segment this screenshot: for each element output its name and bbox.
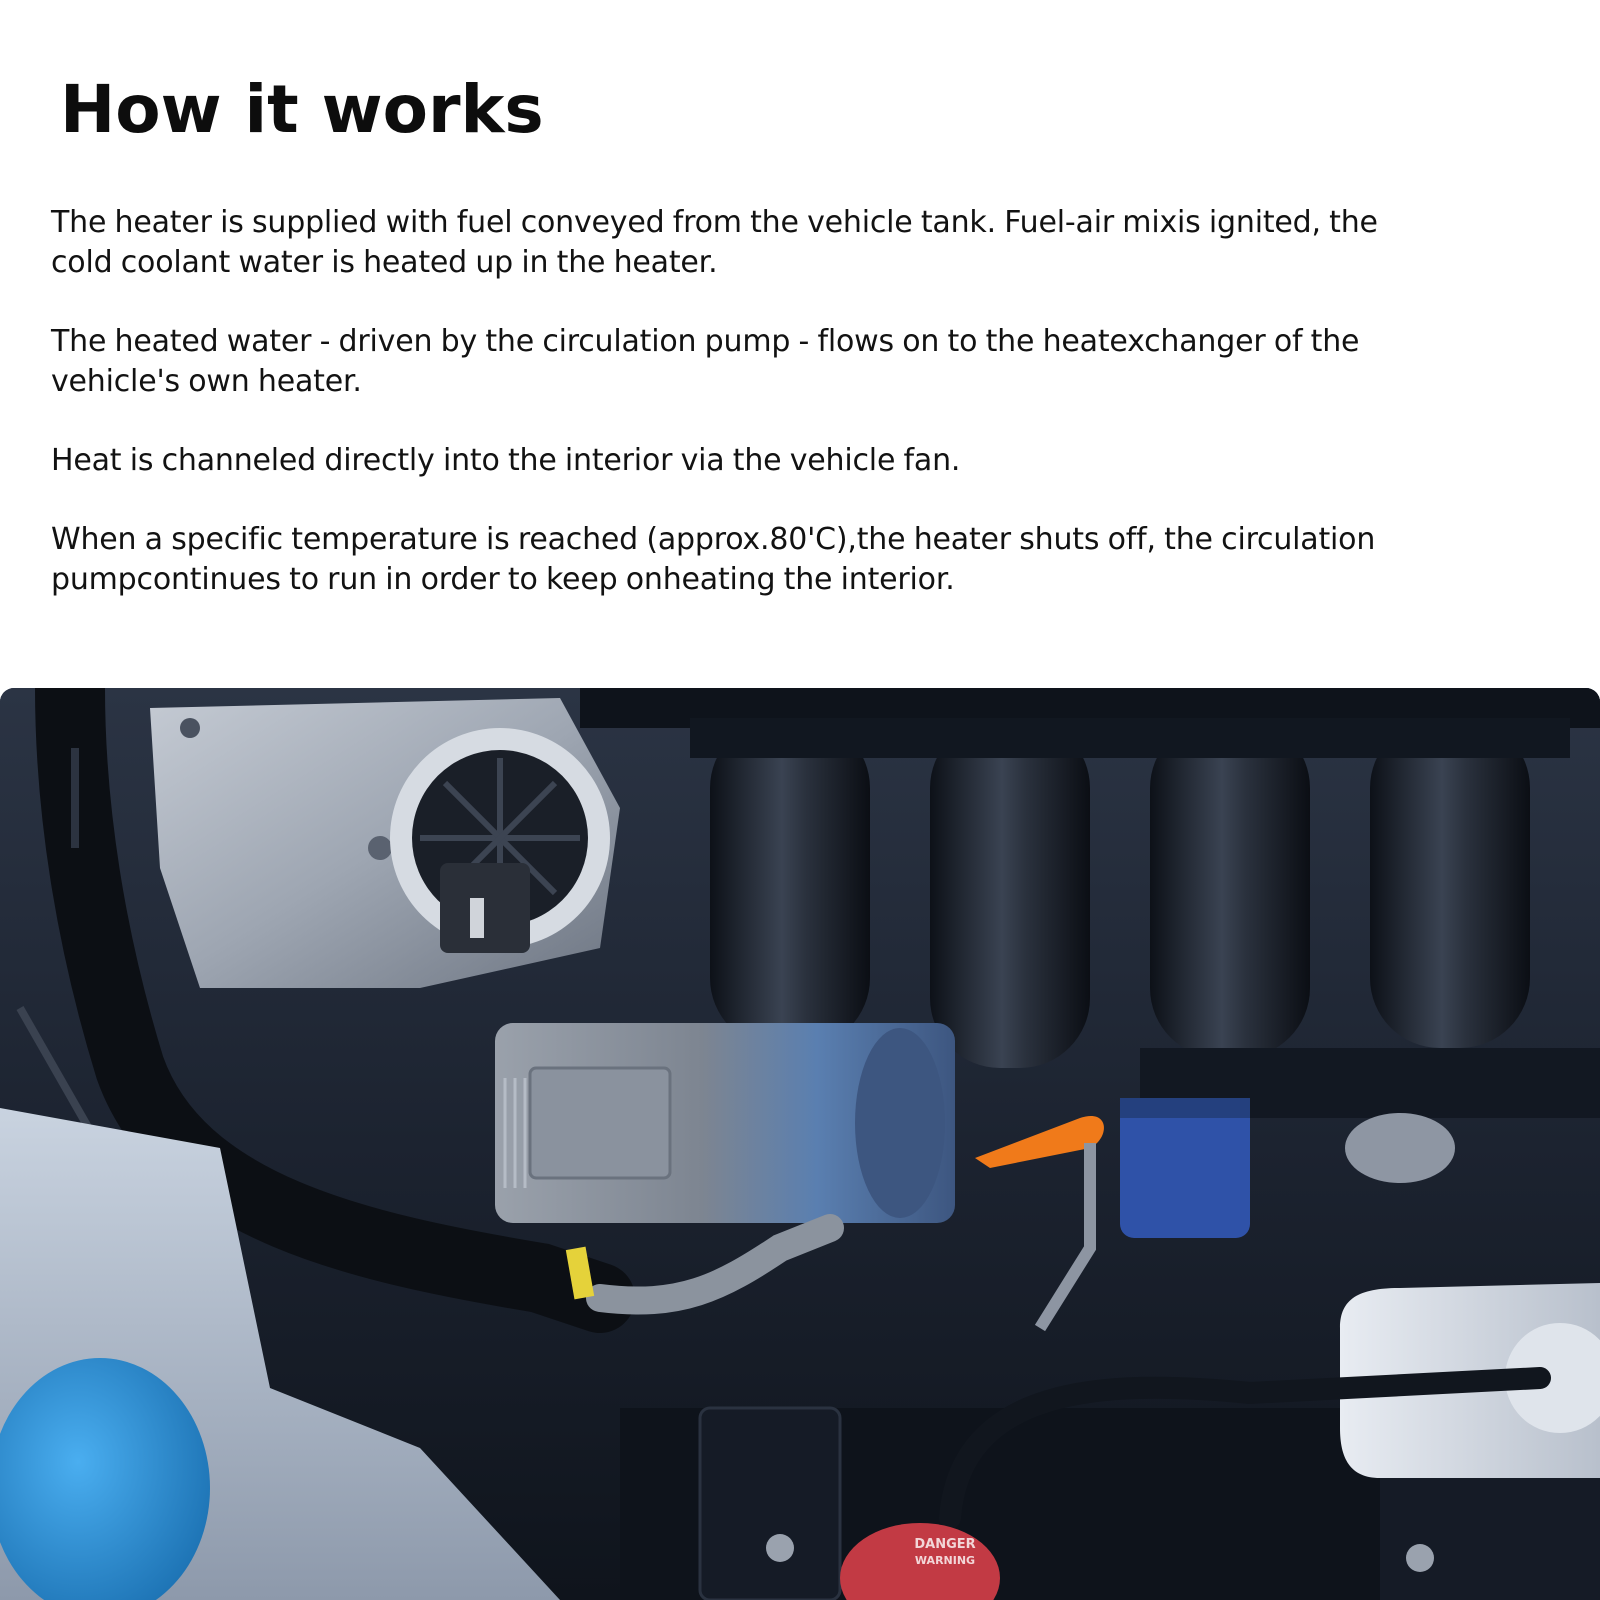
- paragraph-shutoff: When a specific temperature is reached (approx.80'C),the heater shuts off, the circulation pumpcontinues to run in order to keep onheating the interior.: [51, 522, 1376, 597]
- paragraph-heat-channel: Heat is channeled directly into the interior via the vehicle fan.: [51, 443, 961, 478]
- page-title: How it works: [60, 71, 544, 148]
- oil-filter: [1120, 1098, 1250, 1238]
- paragraph-circulation: The heated water - driven by the circulation pump - flows on to the heatexchanger of the vehicle's own heater.: [51, 324, 1360, 399]
- engine-bay-photo: [0, 688, 1600, 1600]
- cap-label-warning: WARNING: [914, 1554, 976, 1567]
- cap-label-danger: DANGER: [914, 1537, 976, 1552]
- description-text: [51, 203, 1471, 639]
- engine-bay-illustration: [0, 688, 1600, 1600]
- parking-heater-unit: [495, 1023, 955, 1223]
- paragraph-fuel-supply: The heater is supplied with fuel conveyed from the vehicle tank. Fuel-air mixis ignited, the cold coolant water is heated up in the heater.: [51, 205, 1378, 280]
